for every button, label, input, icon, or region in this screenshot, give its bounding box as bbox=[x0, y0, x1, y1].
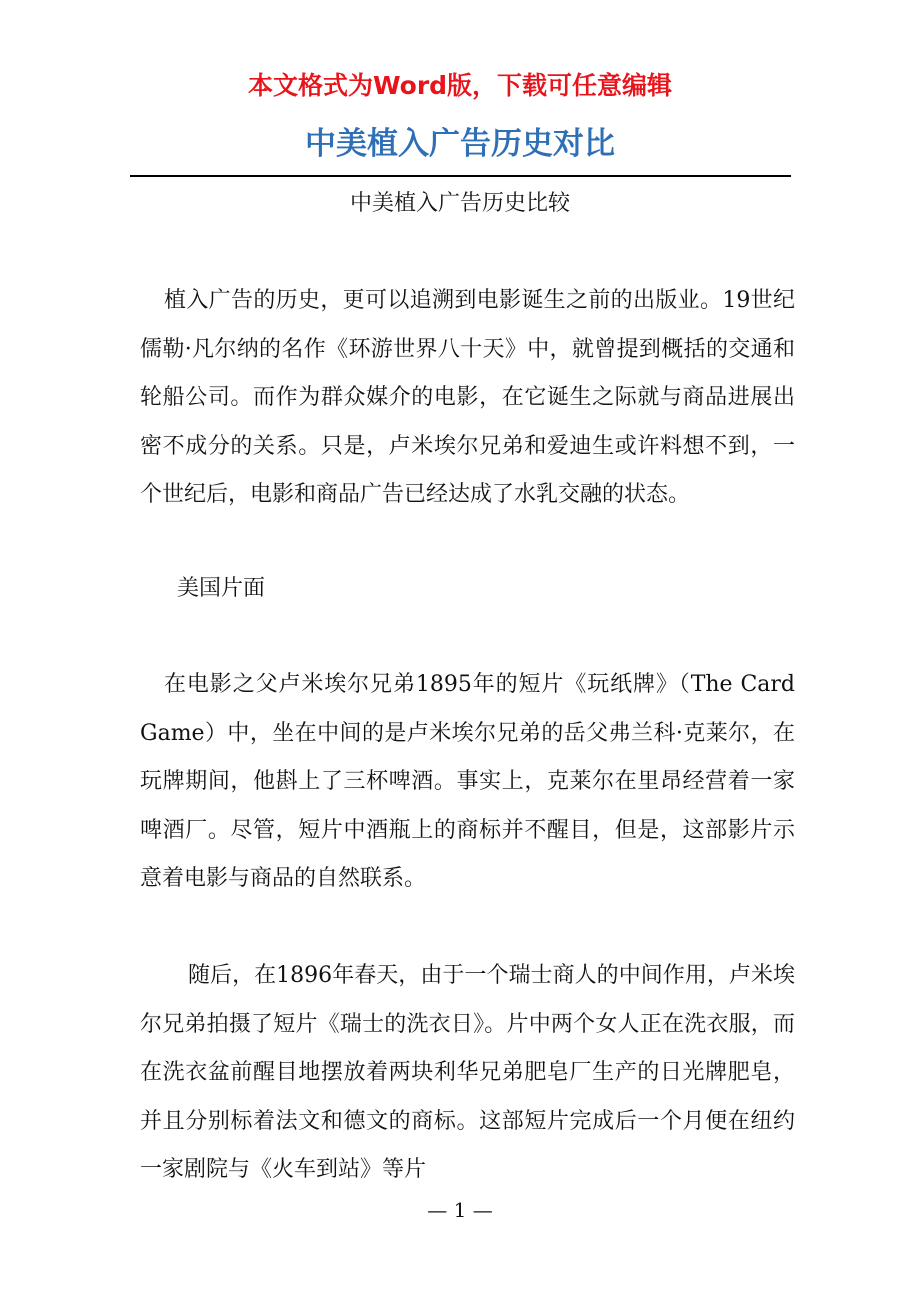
paragraph-washing-day: 随后，在1896年春天，由于一个瑞士商人的中间作用，卢米埃尔兄弟拍摄了短片《瑞士的洗衣日》。片中两个女人正在洗衣服，而在洗衣盆前醒目地摆放着两块利华兄弟肥皂厂生产的日光牌肥皂，并且分别标着法文和德文的商标。这部短片完成后一个月便在纽约一家剧院与《火车到站》等片 bbox=[140, 963, 795, 1182]
paragraph-intro: 植入广告的历史，更可以追溯到电影诞生之前的出版业。19世纪儒勒·凡尔纳的名作《环游世界八十天》中，就曾提到概括的交通和轮船公司。而作为群众媒介的电影，在它诞生之际就与商品进展出密不成分的关系。只是，卢米埃尔兄弟和爱迪生或许料想不到，一个世纪后，电影和商品广告已经达成了水乳交融的状态。 bbox=[140, 288, 795, 507]
title-divider bbox=[130, 175, 791, 177]
paragraph-card-game: 在电影之父卢米埃尔兄弟1895年的短片《玩纸牌》（The Card Game）中，坐在中间的是卢米埃尔兄弟的岳父弗兰科·克莱尔，在玩牌期间，他斟上了三杯啤酒。事实上，克莱尔在里昂经营着一家啤酒厂。尽管，短片中酒瓶上的商标并不醒目，但是，这部影片示意着电影与商品的自然联系。 bbox=[140, 672, 795, 891]
page-number: — 1 — bbox=[427, 1198, 493, 1222]
document-subtitle: 中美植入广告历史比较 bbox=[349, 191, 570, 216]
format-notice: 本文格式为Word版，下载可任意编辑 bbox=[247, 71, 673, 100]
section-heading: 美国片面 bbox=[177, 576, 266, 601]
document-title: 中美植入广告历史对比 bbox=[305, 126, 615, 162]
